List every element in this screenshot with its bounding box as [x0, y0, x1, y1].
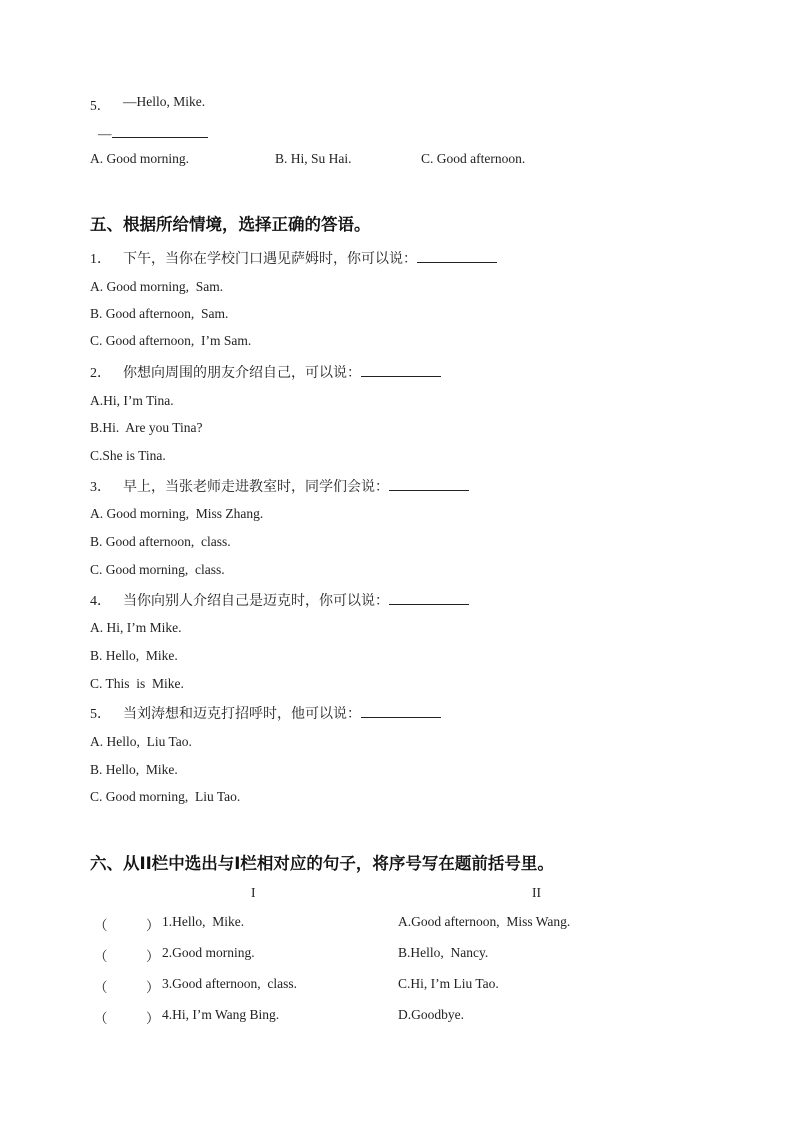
- s5-q4: [123, 590, 469, 610]
- s5-q2-option-b: B.Hi. Are you Tina?: [90, 420, 203, 435]
- s5-q3: [123, 476, 469, 496]
- s5-q4-option-a: A. Hi, I’m Mike.: [90, 620, 182, 635]
- s5-q4-option-b: B. Hello, Mike.: [90, 648, 178, 663]
- s5-q3-option-b: B. Good afternoon, class.: [90, 534, 231, 549]
- answer-blank[interactable]: [112, 123, 208, 138]
- top-question-number: 5．: [90, 98, 111, 113]
- s5-q2-option-a: A.Hi, I’m Tina.: [90, 393, 174, 408]
- column-two-header: II: [532, 885, 541, 900]
- top-question-answer-line[interactable]: [98, 123, 208, 142]
- s5-q3-option-a: A. Good morning, Miss Zhang.: [90, 506, 264, 521]
- s5-q5-option-b: B. Hello, Mike.: [90, 762, 178, 777]
- s5-q1-option-a: A. Good morning, Sam.: [90, 279, 224, 294]
- column-one-header: I: [251, 885, 256, 900]
- section5-title: 五、根据所给情境，选择正确的答语。: [90, 215, 371, 234]
- s5-q5-number: 5．: [90, 707, 111, 722]
- match-left-3: 3.Good afternoon, class.: [162, 976, 297, 991]
- s5-q1-text: 下午，当你在学校门口遇见萨姆时，你可以说：: [123, 252, 417, 267]
- match-left-2: 2.Good morning.: [162, 945, 255, 960]
- s5-q4-option-c: C. This is Mike.: [90, 676, 184, 691]
- match-paren-close-3: ）: [146, 980, 160, 995]
- match-paren-close-4: ）: [146, 1011, 160, 1026]
- s5-q4-blank[interactable]: [389, 590, 469, 605]
- s5-q3-number: 3．: [90, 480, 111, 495]
- s5-q1-option-c: C. Good afternoon, I’m Sam.: [90, 333, 252, 348]
- s5-q2-text: 你想向周围的朋友介绍自己，可以说：: [123, 366, 361, 381]
- s5-q5-option-a: A. Hello, Liu Tao.: [90, 734, 192, 749]
- s5-q3-blank[interactable]: [389, 476, 469, 491]
- match-right-d: D.Goodbye.: [398, 1007, 464, 1022]
- s5-q1: [123, 248, 497, 268]
- top-question-prompt: —Hello, Mike.: [123, 94, 206, 109]
- s5-q1-blank[interactable]: [417, 248, 497, 263]
- s5-q5-option-c: C. Good morning, Liu Tao.: [90, 789, 241, 804]
- match-paren-close-2: ）: [146, 949, 160, 964]
- match-right-b: B.Hello, Nancy.: [398, 945, 489, 960]
- match-paren-open-4[interactable]: （: [94, 1011, 108, 1026]
- top-option-a: A. Good morning.: [90, 151, 189, 166]
- s5-q2-option-c: C.She is Tina.: [90, 448, 166, 463]
- match-right-c: C.Hi, I’m Liu Tao.: [398, 976, 499, 991]
- match-left-4: 4.Hi, I’m Wang Bing.: [162, 1007, 280, 1022]
- s5-q1-number: 1．: [90, 252, 111, 267]
- s5-q5-blank[interactable]: [361, 703, 441, 718]
- answer-dash: —: [98, 126, 112, 141]
- match-paren-open-3[interactable]: （: [94, 980, 108, 995]
- match-paren-open-1[interactable]: （: [94, 918, 108, 933]
- s5-q2-blank[interactable]: [361, 362, 441, 377]
- match-paren-close-1: ）: [146, 918, 160, 933]
- section6-title: 六、从II栏中选出与I栏相对应的句子，将序号写在题前括号里。: [90, 854, 554, 873]
- match-left-1: 1.Hello, Mike.: [162, 914, 245, 929]
- s5-q1-option-b: B. Good afternoon, Sam.: [90, 306, 229, 321]
- match-paren-open-2[interactable]: （: [94, 949, 108, 964]
- s5-q4-number: 4．: [90, 594, 111, 609]
- s5-q4-text: 当你向别人介绍自己是迈克时，你可以说：: [123, 594, 389, 609]
- top-option-c: C. Good afternoon.: [421, 151, 526, 166]
- s5-q5: [123, 703, 441, 723]
- s5-q3-text: 早上，当张老师走进教室时，同学们会说：: [123, 480, 389, 495]
- s5-q2: [123, 362, 441, 382]
- s5-q3-option-c: C. Good morning, class.: [90, 562, 225, 577]
- top-option-b: B. Hi, Su Hai.: [275, 151, 352, 166]
- s5-q5-text: 当刘涛想和迈克打招呼时，他可以说：: [123, 707, 361, 722]
- match-right-a: A.Good afternoon, Miss Wang.: [398, 914, 571, 929]
- s5-q2-number: 2．: [90, 366, 111, 381]
